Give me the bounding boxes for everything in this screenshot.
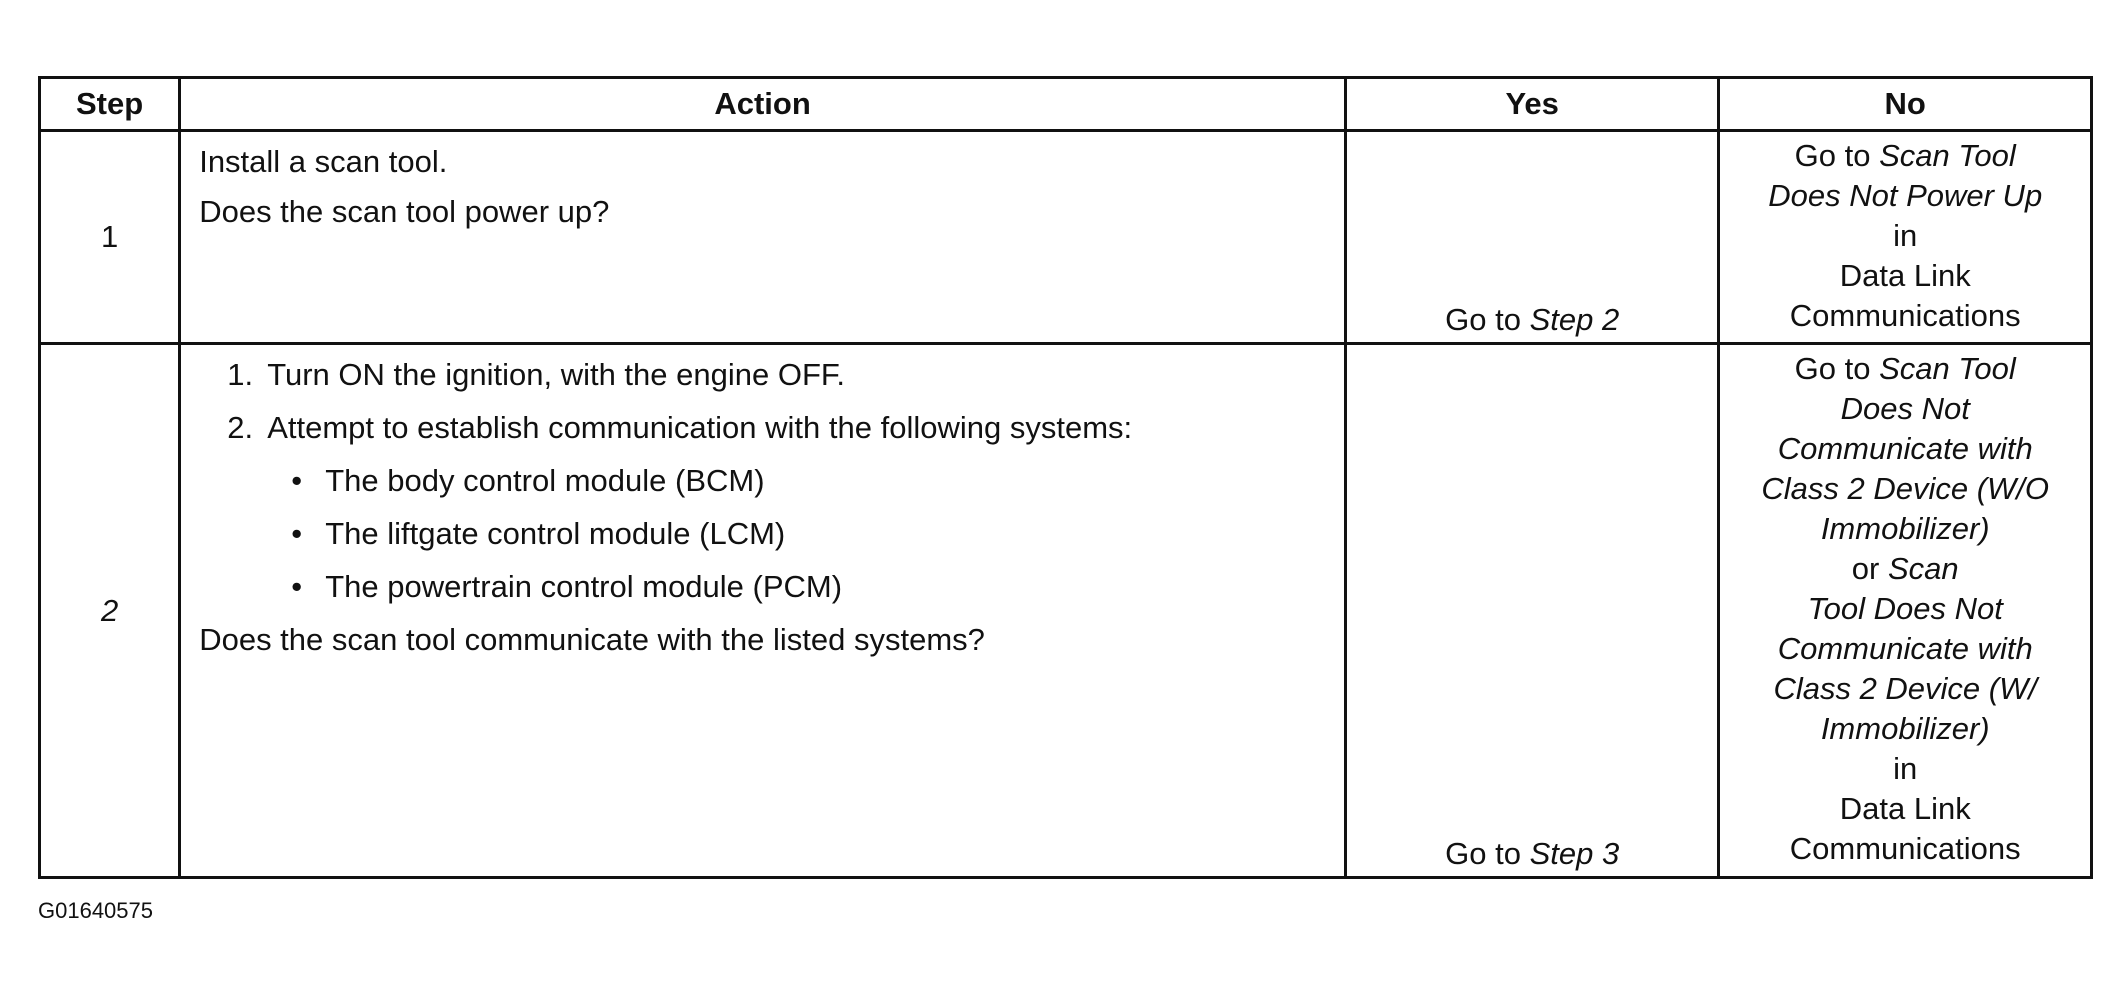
no-line: Communications [1789, 298, 2021, 333]
no-line: in [1893, 218, 1918, 253]
yes-cell [1345, 131, 1719, 344]
yes-cell [1345, 344, 1719, 878]
no-line: Communicate with [1777, 631, 2033, 666]
bullet-item: • The liftgate control module (LCM) [291, 516, 786, 551]
figure-id: G01640575 [38, 898, 153, 923]
header-row [40, 78, 2092, 131]
yes-prefix: Go to [1445, 302, 1530, 337]
numbered-item: 2. Attempt to establish communication with the following systems: [227, 410, 1133, 445]
action-cell [180, 344, 1346, 878]
no-line: Class 2 Device (W/ [1773, 671, 2037, 706]
diagnostic-table [38, 76, 2093, 879]
no-line: Does Not [1840, 391, 1970, 426]
no-line: or Scan [1851, 551, 1959, 586]
no-line: Immobilizer) [1820, 711, 1990, 746]
no-line: Go to Scan Tool [1794, 351, 2016, 386]
bullet-item: • The body control module (BCM) [291, 463, 765, 498]
no-line: in [1893, 751, 1918, 786]
no-line: Data Link [1839, 791, 1971, 826]
no-line: Data Link [1839, 258, 1971, 293]
action-question: Does the scan tool power up? [199, 194, 610, 229]
no-cell [1719, 344, 2092, 878]
bullet-item: • The powertrain control module (PCM) [291, 569, 843, 604]
yes-prefix: Go to [1445, 836, 1530, 871]
no-line: Go to Scan Tool [1794, 138, 2016, 173]
header-no: No [1719, 78, 2092, 131]
yes-step-link[interactable]: Step 3 [1529, 836, 1620, 871]
numbered-item: 1. Turn ON the ignition, with the engine OFF. [227, 357, 846, 392]
action-text: Install a scan tool. [199, 144, 448, 179]
no-cell [1719, 131, 2092, 344]
header-action: Action [180, 78, 1346, 131]
no-line: Tool Does Not [1807, 591, 2003, 626]
no-line: Does Not Power Up [1768, 178, 2043, 213]
step-number: 2 [40, 344, 180, 878]
header-yes: Yes [1345, 78, 1719, 131]
table-row [40, 344, 2092, 878]
table-row [40, 131, 2092, 344]
yes-step-link[interactable]: Step 2 [1529, 302, 1620, 337]
header-step: Step [40, 78, 180, 131]
action-question: Does the scan tool communicate with the listed systems? [199, 622, 985, 657]
action-cell [180, 131, 1346, 344]
no-line: Class 2 Device (W/O [1761, 471, 2050, 506]
no-line: Communicate with [1777, 431, 2033, 466]
no-line: Communications [1789, 831, 2021, 866]
step-number: 1 [40, 131, 180, 344]
no-line: Immobilizer) [1820, 511, 1990, 546]
